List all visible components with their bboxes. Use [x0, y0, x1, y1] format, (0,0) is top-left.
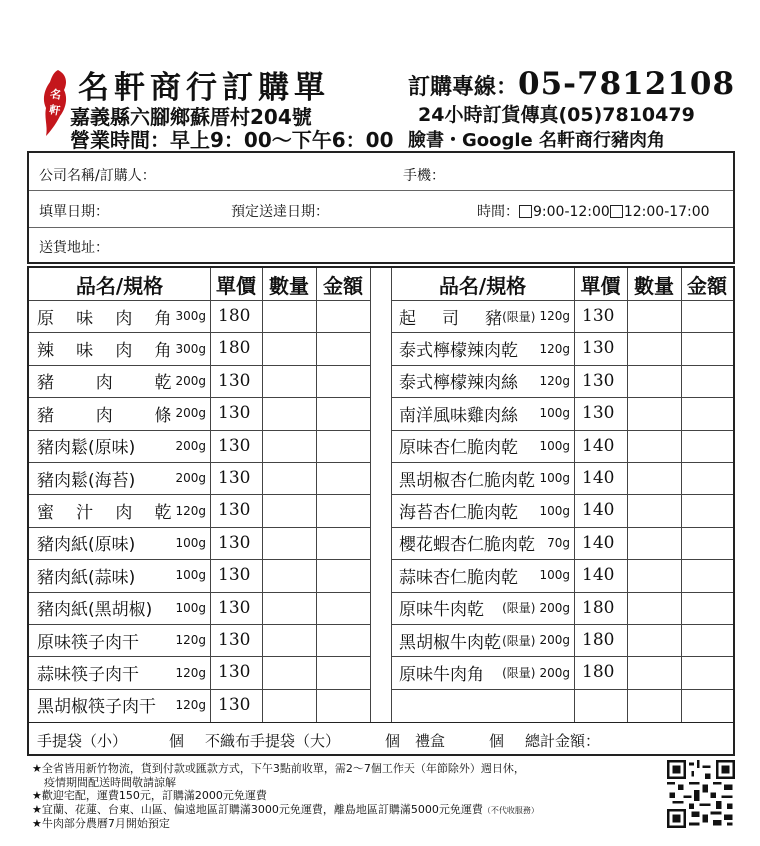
- business-hours: 營業時間：早上9：00～下午6：00: [70, 128, 394, 152]
- address-label: 送貨地址：: [39, 240, 109, 256]
- product-price: 130: [218, 565, 251, 586]
- product-name-text: 豬肉鬆(原味): [37, 438, 136, 459]
- amount-field[interactable]: [682, 625, 732, 655]
- product-name-text: 起 司 豬: [399, 308, 503, 329]
- product-name-text: 黑胡椒杏仁脆肉乾: [399, 470, 535, 491]
- product-price: 130: [582, 306, 615, 326]
- product-size: 100g: [539, 568, 570, 583]
- table-row: [29, 430, 370, 462]
- table-row: [29, 689, 370, 721]
- product-name-text: 泰式檸檬辣肉乾: [399, 341, 518, 362]
- table-row: [29, 559, 370, 591]
- amount-field[interactable]: [317, 463, 369, 493]
- product-size: 120g: [539, 341, 570, 356]
- quantity-field[interactable]: [628, 560, 680, 590]
- table-row: [29, 656, 370, 688]
- time-option-2-checkbox[interactable]: [610, 205, 623, 218]
- table-row: [391, 300, 733, 332]
- product-size: 100g: [539, 438, 570, 453]
- amount-field[interactable]: [317, 398, 369, 428]
- right-header-price: 單價: [580, 273, 621, 298]
- amount-field[interactable]: [682, 560, 732, 590]
- note-line: ★全省皆用新竹物流，貨到付款或匯款方式，下午3點前收單，需2～7個工作天（年節除外）週日休，: [32, 762, 525, 775]
- product-name: [37, 592, 206, 624]
- bag-large-unit: 個: [385, 732, 401, 750]
- product-price: 130: [582, 338, 615, 359]
- customer-info-box: [27, 151, 735, 264]
- product-size: 200g: [175, 406, 206, 421]
- time-label: 時間：: [477, 204, 519, 220]
- gift-box-label: 禮盒: [415, 732, 446, 750]
- product-name: [399, 430, 570, 462]
- product-size: 120g: [175, 633, 206, 648]
- note-line: 疫情期間配送時間敬請諒解: [44, 775, 176, 789]
- divider: [29, 190, 733, 191]
- amount-field[interactable]: [317, 301, 369, 331]
- svg-text:軒: 軒: [48, 103, 62, 118]
- left-header-price: 單價: [216, 273, 256, 298]
- quantity-field[interactable]: [263, 495, 315, 525]
- quantity-field[interactable]: [263, 625, 315, 655]
- table-row: [29, 592, 370, 624]
- amount-field[interactable]: [682, 657, 732, 687]
- product-price: 140: [582, 532, 615, 553]
- product-name: [399, 624, 570, 656]
- product-size: 200g: [539, 600, 570, 615]
- quantity-field[interactable]: [263, 657, 315, 687]
- quantity-field[interactable]: [628, 593, 680, 623]
- quantity-field[interactable]: [263, 560, 315, 590]
- left-header-name: 品名/規格: [75, 273, 164, 298]
- product-price: 140: [582, 468, 615, 488]
- bag-large-label: 不織布手提袋（大）: [205, 732, 341, 750]
- product-name: [37, 332, 206, 364]
- amount-field[interactable]: [317, 495, 369, 525]
- table-row: [29, 462, 370, 494]
- amount-field[interactable]: [317, 366, 369, 396]
- quantity-field[interactable]: [628, 301, 680, 331]
- quantity-field[interactable]: [628, 528, 680, 558]
- table-row: [391, 430, 733, 462]
- amount-field[interactable]: [317, 333, 369, 363]
- quantity-field[interactable]: [263, 463, 315, 493]
- left-header-amount: 金額: [323, 273, 363, 298]
- hotline-number: 05-7812108: [518, 66, 736, 102]
- quantity-field[interactable]: [628, 398, 680, 428]
- product-name-text: 原味牛肉角: [399, 665, 484, 686]
- table-row: [391, 527, 733, 559]
- product-price: 180: [582, 630, 615, 650]
- svg-text:名: 名: [49, 87, 63, 102]
- brand-logo: [40, 68, 70, 138]
- amount-field[interactable]: [682, 495, 732, 525]
- product-name-text: 原味牛肉乾: [399, 600, 484, 621]
- limited-tag: (限量): [502, 601, 536, 616]
- order-hotline: [408, 66, 735, 102]
- time-option-1-checkbox[interactable]: [519, 205, 532, 218]
- product-price: 130: [582, 403, 615, 424]
- table-row: [391, 656, 733, 688]
- amount-field[interactable]: [682, 593, 732, 623]
- qr-code[interactable]: [667, 760, 735, 828]
- product-name: [37, 624, 206, 656]
- product-name-text: 豬肉紙(黑胡椒): [37, 600, 153, 621]
- quantity-field[interactable]: [263, 690, 315, 720]
- table-row: [391, 624, 733, 656]
- product-price: 130: [218, 532, 251, 553]
- product-size: 200g: [539, 633, 570, 648]
- product-name-text: 辣 味 肉 角: [37, 341, 172, 362]
- product-name: [399, 527, 570, 559]
- product-size: 100g: [175, 535, 206, 550]
- table-row: [391, 592, 733, 624]
- product-price: 130: [218, 597, 251, 618]
- product-name-text: 蒜味杏仁脆肉乾: [399, 567, 518, 588]
- amount-field[interactable]: [682, 366, 732, 396]
- table-row: [391, 332, 733, 364]
- amount-field[interactable]: [317, 528, 369, 558]
- table-row: [391, 559, 733, 591]
- limited-tag: (限量): [502, 666, 536, 681]
- note-line: [32, 803, 539, 818]
- product-price: 180: [218, 338, 251, 359]
- table-row: [29, 527, 370, 559]
- table-footer: [29, 722, 733, 754]
- product-name: [37, 689, 206, 721]
- product-size: 120g: [175, 503, 206, 518]
- product-name-text: 原味杏仁脆肉乾: [399, 438, 518, 459]
- product-price: 130: [218, 468, 251, 488]
- product-name: [399, 332, 570, 364]
- product-name-text: 南洋風味雞肉絲: [399, 405, 518, 426]
- product-price: 130: [218, 662, 251, 683]
- product-name-text: 豬肉紙(蒜味): [37, 567, 136, 588]
- product-name: [399, 559, 570, 591]
- quantity-field[interactable]: [263, 431, 315, 461]
- product-name-text: 蒜味筷子肉干: [37, 665, 139, 686]
- amount-field[interactable]: [317, 690, 369, 720]
- gift-box-unit: 個: [489, 732, 505, 750]
- page-title: 名軒商行訂購單: [78, 70, 330, 106]
- amount-field[interactable]: [682, 463, 732, 493]
- product-price: 130: [218, 403, 251, 424]
- table-row: [391, 397, 733, 429]
- total-amount-label: 總計金額：: [525, 732, 601, 750]
- table-row: [391, 365, 733, 397]
- quantity-field[interactable]: [263, 366, 315, 396]
- product-name-text: 豬 肉 乾: [37, 373, 172, 394]
- quantity-field[interactable]: [628, 366, 680, 396]
- table-row: [29, 300, 370, 332]
- amount-field[interactable]: [317, 657, 369, 687]
- product-size: 100g: [175, 568, 206, 583]
- product-price: 140: [582, 435, 615, 456]
- fill-date-label: 填單日期：: [39, 204, 109, 220]
- product-name-text: 黑胡椒牛肉乾: [399, 632, 501, 653]
- quantity-field[interactable]: [628, 657, 680, 687]
- product-name-text: 豬 肉 條: [37, 405, 172, 426]
- amount-field[interactable]: [682, 301, 732, 331]
- product-name: [399, 494, 570, 526]
- fax-number: 24小時訂貨傳真(05)7810479: [418, 104, 695, 126]
- product-size: 120g: [175, 697, 206, 712]
- amount-field[interactable]: [317, 593, 369, 623]
- product-name: [37, 527, 206, 559]
- table-row: [29, 397, 370, 429]
- product-price: 180: [582, 597, 615, 618]
- product-name-text: 蜜 汁 肉 乾: [37, 503, 172, 524]
- amount-field[interactable]: [682, 398, 732, 428]
- product-size: 200g: [175, 471, 206, 486]
- product-size: 100g: [539, 471, 570, 486]
- product-price: 130: [218, 694, 251, 715]
- store-address: 嘉義縣六腳鄉蘇厝村204號: [70, 105, 312, 129]
- product-size: 120g: [539, 309, 570, 324]
- product-name-text: 泰式檸檬辣肉絲: [399, 373, 518, 394]
- table-row: [29, 365, 370, 397]
- quantity-field[interactable]: [263, 398, 315, 428]
- product-size: 120g: [539, 373, 570, 388]
- note-line: ★牛肉部分農曆7月開始預定: [32, 817, 170, 830]
- product-price: 140: [582, 500, 615, 521]
- amount-field[interactable]: [317, 560, 369, 590]
- product-size: 300g: [175, 341, 206, 356]
- amount-field[interactable]: [682, 528, 732, 558]
- quantity-field[interactable]: [628, 333, 680, 363]
- product-name: [37, 656, 206, 688]
- product-name: [37, 462, 206, 494]
- row-divider: [391, 689, 733, 690]
- product-size: 200g: [175, 438, 206, 453]
- product-name: [37, 430, 206, 462]
- time-option-1-label: 9:00-12:00: [533, 204, 610, 220]
- product-price: 130: [218, 500, 251, 521]
- product-name: [399, 365, 570, 397]
- right-header-amount: 金額: [687, 273, 727, 298]
- product-size: 70g: [547, 535, 570, 550]
- table-row: [391, 462, 733, 494]
- product-price: 130: [218, 435, 251, 456]
- product-price: 130: [218, 630, 251, 650]
- table-row: [29, 624, 370, 656]
- product-price: 180: [582, 662, 615, 683]
- bag-small-unit: 個: [169, 732, 185, 750]
- quantity-field[interactable]: [263, 333, 315, 363]
- bag-small-label: 手提袋（小）: [37, 732, 128, 750]
- product-size: 200g: [539, 665, 570, 680]
- note-text: ★宜蘭、花蓮、台東、山區、偏遠地區訂購滿3000元免運費，離島地區訂購滿5000元免運費: [32, 802, 483, 816]
- product-name: [37, 300, 206, 332]
- product-size: 120g: [175, 665, 206, 680]
- delivery-date-label: 預定送達日期：: [231, 204, 329, 220]
- quantity-field[interactable]: [263, 301, 315, 331]
- product-name: [37, 397, 206, 429]
- table-row: [391, 494, 733, 526]
- mobile-label: 手機：: [403, 168, 445, 184]
- product-name-text: 豬肉鬆(海苔): [37, 470, 136, 491]
- left-header-qty: 數量: [269, 273, 309, 298]
- product-size: 300g: [175, 309, 206, 324]
- amount-field[interactable]: [682, 431, 732, 461]
- product-name-text: 黑胡椒筷子肉干: [37, 697, 156, 718]
- amount-field[interactable]: [682, 333, 732, 363]
- product-price: 130: [218, 370, 251, 391]
- amount-field[interactable]: [317, 431, 369, 461]
- product-size: 100g: [175, 600, 206, 615]
- facebook-info: 臉書・Google 名軒商行豬肉角: [408, 130, 666, 151]
- product-name: [399, 592, 570, 624]
- limited-tag: (限量): [502, 309, 536, 324]
- table-row: [29, 332, 370, 364]
- table-row: [29, 494, 370, 526]
- product-size: 100g: [539, 406, 570, 421]
- product-name: [399, 656, 570, 688]
- product-size: 200g: [175, 373, 206, 388]
- divider: [29, 227, 733, 228]
- product-name-text: 櫻花蝦杏仁脆肉乾: [399, 535, 535, 556]
- right-header-qty: 數量: [634, 273, 674, 298]
- quantity-field[interactable]: [628, 495, 680, 525]
- quantity-field[interactable]: [263, 593, 315, 623]
- product-price: 140: [582, 565, 615, 586]
- product-name-text: 原 味 肉 角: [37, 308, 172, 329]
- order-notes: [32, 762, 539, 831]
- product-name: [37, 559, 206, 591]
- right-header-name: 品名/規格: [438, 273, 527, 298]
- product-price: 130: [582, 370, 615, 391]
- product-price: 180: [218, 306, 251, 326]
- product-name: [399, 397, 570, 429]
- quantity-field[interactable]: [263, 528, 315, 558]
- amount-field[interactable]: [317, 625, 369, 655]
- quantity-field[interactable]: [628, 431, 680, 461]
- product-table: [27, 266, 735, 756]
- time-option-2-label: 12:00-17:00: [623, 204, 710, 220]
- quantity-field[interactable]: [628, 463, 680, 493]
- quantity-field[interactable]: [628, 625, 680, 655]
- product-size: 100g: [539, 503, 570, 518]
- limited-tag: (限量): [502, 633, 536, 648]
- column-divider: [370, 268, 371, 722]
- product-name: [37, 365, 206, 397]
- company-label: 公司名稱/訂購人：: [39, 168, 156, 184]
- hotline-label: 訂購專線：: [408, 75, 519, 100]
- time-selector: [477, 201, 710, 221]
- note-small-text: （不代收服務）: [482, 805, 539, 815]
- product-name: [399, 300, 570, 332]
- product-name-text: 原味筷子肉干: [37, 632, 139, 653]
- product-name: [399, 462, 570, 494]
- product-name-text: 豬肉紙(原味): [37, 535, 136, 556]
- product-name: [37, 494, 206, 526]
- note-line: ★歡迎宅配，運費150元，訂購滿2000元免運費: [32, 789, 267, 802]
- product-name-text: 海苔杏仁脆肉乾: [399, 503, 518, 524]
